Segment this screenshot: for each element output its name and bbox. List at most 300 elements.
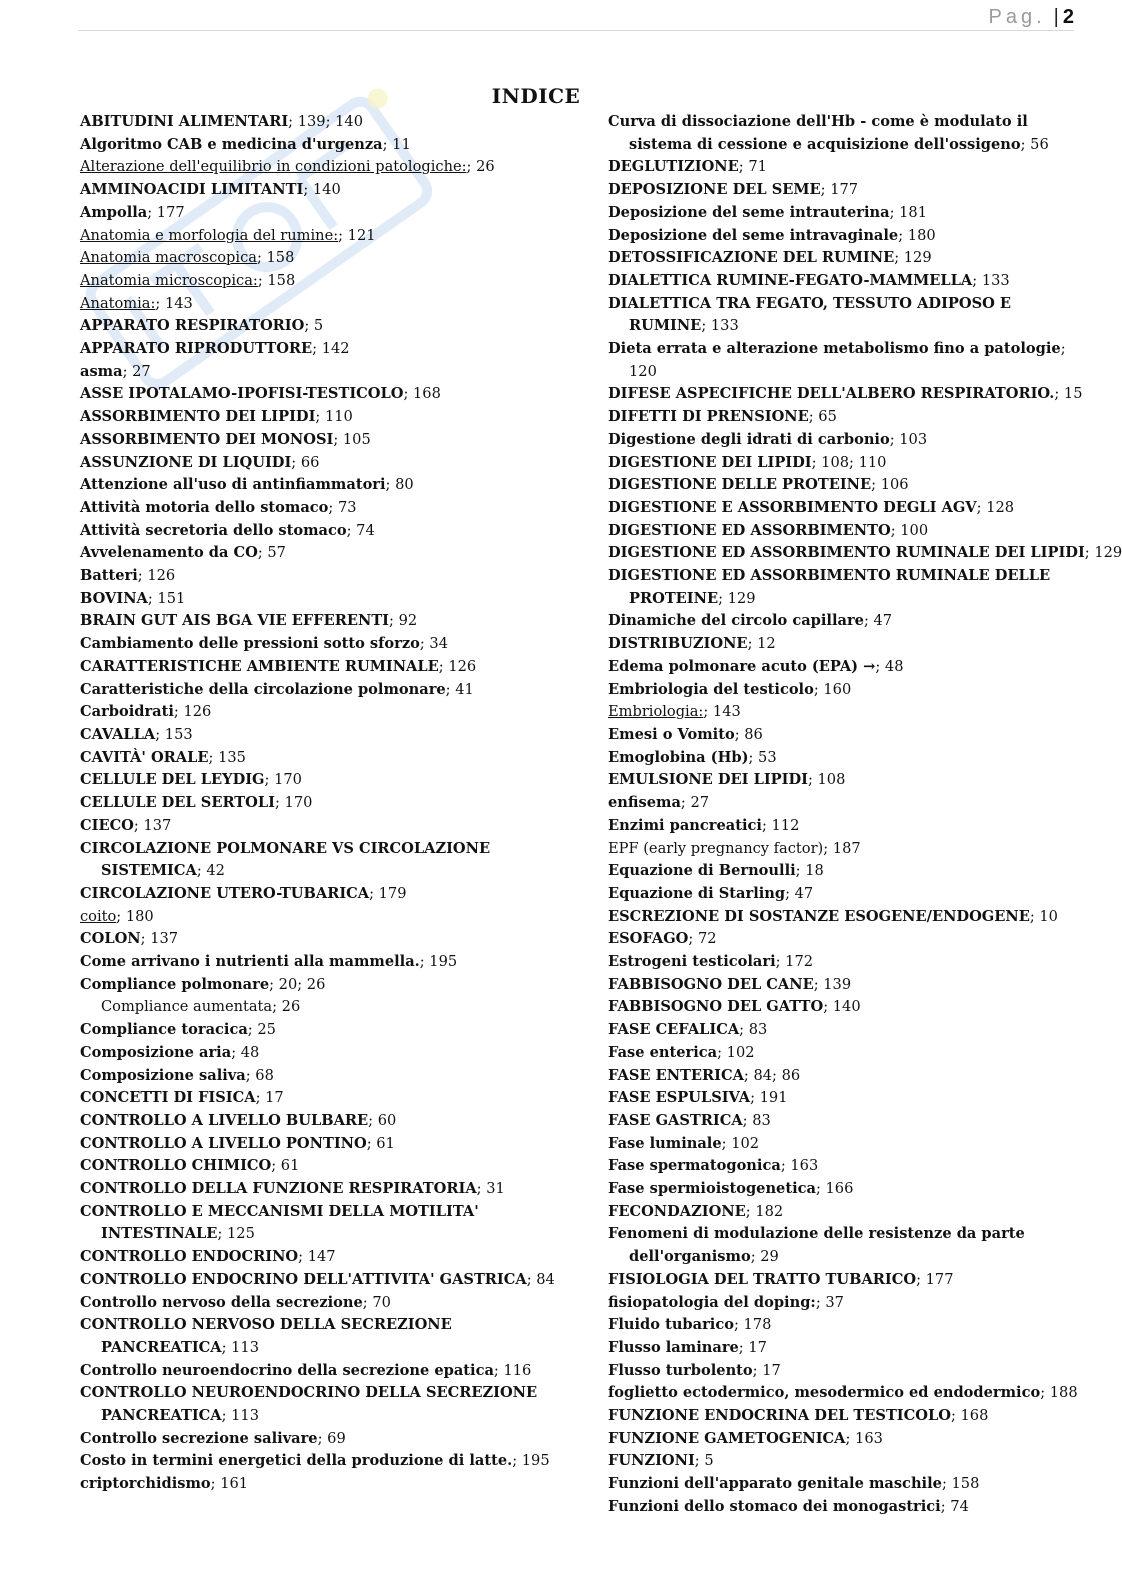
index-entry[interactable] xyxy=(608,724,1074,747)
index-entry[interactable] xyxy=(80,701,548,724)
index-entry-term: Dieta errata e alterazione metabolismo fino a patologie xyxy=(608,340,1061,358)
index-entry[interactable] xyxy=(80,542,548,565)
index-entry-term: CAVITÀ' ORALE xyxy=(80,748,209,766)
index-entry-pages: ; 181 xyxy=(889,203,927,221)
index-entry[interactable] xyxy=(608,883,1074,906)
index-entry-pages: ; 5 xyxy=(304,317,324,335)
index-entry-pages: ; 113 xyxy=(221,1338,260,1356)
index-entry-term: CONCETTI DI FISICA xyxy=(80,1089,256,1107)
index-entry[interactable] xyxy=(80,1314,548,1359)
index-entry-pages: ; 72 xyxy=(688,930,717,948)
index-entry-pages: ; 177 xyxy=(916,1270,954,1288)
index-entry-pages: ; 161 xyxy=(210,1475,249,1493)
index-entry-pages: ; 86 xyxy=(734,725,763,743)
index-entry-term: Estrogeni testicolari xyxy=(608,953,776,971)
index-entry-pages: ; 120 xyxy=(629,340,1066,380)
index-entry[interactable] xyxy=(80,815,548,838)
index-entry-pages: ; 5 xyxy=(694,1452,714,1470)
index-entry-pages: ; 125 xyxy=(217,1225,255,1243)
index-entry[interactable] xyxy=(80,452,548,475)
index-entry-term: FUNZIONE ENDOCRINA DEL TESTICOLO xyxy=(608,1407,951,1425)
index-entry-term: ASSORBIMENTO DEI MONOSI xyxy=(80,430,334,448)
index-entry-term: DIGESTIONE E ASSORBIMENTO DEGLI AGV xyxy=(608,498,977,516)
index-entry-pages: ; 20; 26 xyxy=(269,975,326,993)
index-entry-term: AMMINOACIDI LIMITANTI xyxy=(80,181,304,199)
index-entry-pages: ; 48 xyxy=(875,657,904,675)
index-entry-pages: ; 73 xyxy=(328,498,357,516)
index-entry-term: Attenzione all'uso di antinfiammatori xyxy=(80,476,386,494)
index-entry[interactable] xyxy=(608,202,1074,225)
index-entry[interactable] xyxy=(80,1473,548,1496)
index-entry-pages: ; 70 xyxy=(362,1293,391,1311)
index-entry[interactable] xyxy=(608,111,1074,156)
index-entry[interactable] xyxy=(608,747,1074,770)
index-entry-pages: ; 47 xyxy=(785,884,814,902)
index-entry[interactable] xyxy=(80,270,548,293)
index-entry[interactable] xyxy=(80,747,548,770)
index-entry[interactable] xyxy=(608,452,1074,475)
index-entry-term: Cambiamento delle pressioni sotto sforzo xyxy=(80,635,420,653)
index-entry-pages: ; 112 xyxy=(761,816,800,834)
index-entry[interactable] xyxy=(80,1155,548,1178)
index-entry-term: Fenomeni di modulazione delle resistenze da parte dell'organismo xyxy=(608,1225,1025,1266)
index-entry[interactable] xyxy=(80,951,548,974)
index-entry-pages: ; 100 xyxy=(890,521,929,539)
index-entry-pages: ; 139; 140 xyxy=(288,113,363,130)
index-entry-term: FASE GASTRICA xyxy=(608,1111,743,1129)
index-entry-term: FISIOLOGIA DEL TRATTO TUBARICO xyxy=(608,1270,917,1288)
index-entry-pages: ; 27 xyxy=(122,362,151,380)
index-entry-term: Dinamiche del circolo capillare xyxy=(608,612,864,630)
index-entry[interactable] xyxy=(608,1428,1074,1451)
index-entry[interactable] xyxy=(608,156,1074,179)
index-entry-term: Controllo neuroendocrino della secrezione epatica xyxy=(80,1361,494,1379)
index-entry-pages: ; 147 xyxy=(298,1248,336,1266)
index-entry-pages: ; 66 xyxy=(291,453,320,471)
page-header xyxy=(989,6,1074,29)
index-entry-term: CIRCOLAZIONE POLMONARE VS CIRCOLAZIONE SISTEMICA xyxy=(80,839,491,880)
index-entry-pages: ; 31 xyxy=(476,1180,505,1198)
index-entry-term: DIFETTI DI PRENSIONE xyxy=(608,408,809,426)
index-entry[interactable] xyxy=(608,1405,1074,1428)
index-entry-term: Embriologia del testicolo xyxy=(608,680,814,698)
index-entry-term: FECONDAZIONE xyxy=(608,1202,746,1220)
index-entry-term: Enzimi pancreatici xyxy=(608,816,762,834)
index-entry-term: FASE CEFALICA xyxy=(608,1021,740,1039)
index-entry[interactable] xyxy=(608,928,1074,951)
index-entry-pages: ; 103 xyxy=(889,430,928,448)
index-entry-pages: ; 61 xyxy=(271,1157,300,1175)
index-entry[interactable] xyxy=(608,1223,1074,1268)
index-entry-term: CIRCOLAZIONE UTERO-TUBARICA xyxy=(80,884,370,902)
index-entry-term: Composizione saliva xyxy=(80,1066,246,1084)
index-entry[interactable] xyxy=(80,996,548,1019)
index-entry-term: ESCREZIONE DI SOSTANZE ESOGENE/ENDOGENE xyxy=(608,907,1030,925)
index-entry-pages: ; 142 xyxy=(312,340,350,358)
index-entry[interactable] xyxy=(80,383,548,406)
index-entry[interactable] xyxy=(608,1382,1078,1405)
index-entry[interactable] xyxy=(80,1201,548,1246)
index-entry[interactable] xyxy=(608,792,1074,815)
index-entry-term: Fluido tubarico xyxy=(608,1316,734,1334)
index-entry-term: Controllo secrezione salivare xyxy=(80,1429,318,1447)
index-entry[interactable] xyxy=(608,815,1074,838)
index-entry-term: CAVALLA xyxy=(80,725,156,743)
index-entry-pages: ; 177 xyxy=(820,181,859,199)
index-entry[interactable] xyxy=(608,1155,1074,1178)
index-entry[interactable] xyxy=(608,1201,1074,1224)
index-entry-pages: ; 187 xyxy=(823,839,861,857)
index-entry-term: CELLULE DEL SERTOLI xyxy=(80,794,275,812)
index-entry[interactable] xyxy=(80,1428,548,1451)
index-entry-pages: ; 68 xyxy=(245,1066,274,1084)
index-entry-term: CONTROLLO A LIVELLO BULBARE xyxy=(80,1111,369,1129)
index-entry[interactable] xyxy=(80,928,548,951)
index-entry[interactable] xyxy=(608,1065,1074,1088)
index-entry-term: Come arrivano i nutrienti alla mammella. xyxy=(80,953,420,971)
index-entry-pages: ; 195 xyxy=(419,953,458,971)
index-entry[interactable] xyxy=(80,1110,548,1133)
index-entry-pages: ; 110 xyxy=(315,408,353,426)
index-entry[interactable] xyxy=(608,1087,1074,1110)
index-entry-pages: ; 84; 86 xyxy=(743,1066,801,1084)
index-entry-term: Controllo nervoso della secrezione xyxy=(80,1293,363,1311)
index-entry[interactable] xyxy=(80,338,548,361)
index-entry[interactable] xyxy=(80,1382,548,1427)
index-entry[interactable] xyxy=(80,724,548,747)
index-entry-pages: ; 74 xyxy=(346,521,375,539)
index-entry-term: Carboidrati xyxy=(80,703,174,721)
index-entry[interactable] xyxy=(80,1019,548,1042)
index-entry[interactable] xyxy=(80,156,548,179)
index-entry-pages: ; 179 xyxy=(369,884,407,902)
index-entry[interactable] xyxy=(80,1292,548,1315)
index-entry-term: DIGESTIONE ED ASSORBIMENTO xyxy=(608,521,891,539)
index-entry[interactable] xyxy=(80,474,548,497)
index-entry-pages: ; 37 xyxy=(815,1293,844,1311)
index-entry-term: DIGESTIONE ED ASSORBIMENTO RUMINALE DEI LIPIDI xyxy=(608,544,1085,562)
index-entry[interactable] xyxy=(608,338,1074,383)
index-entry-pages: ; 60 xyxy=(368,1111,397,1129)
index-entry-term: DIGESTIONE ED ASSORBIMENTO RUMINALE DELLE PROTEINE xyxy=(608,567,1051,607)
index-entry-pages: ; 137 xyxy=(140,930,179,948)
index-entry[interactable] xyxy=(608,247,1074,270)
index-entry-pages: ; 65 xyxy=(808,408,837,426)
index-entry[interactable] xyxy=(80,883,548,906)
index-entry-term: ASSE IPOTALAMO-IPOFISI-TESTICOLO xyxy=(80,385,404,403)
index-entry[interactable] xyxy=(608,1473,1074,1496)
index-entry[interactable] xyxy=(608,1337,1074,1360)
index-entry-term: Caratteristiche della circolazione polmonare xyxy=(80,680,446,698)
index-entry[interactable] xyxy=(80,1087,548,1110)
index-entry[interactable] xyxy=(80,1133,548,1156)
index-entry-term: DIGESTIONE DELLE PROTEINE xyxy=(608,476,872,494)
index-entry-term: DIALETTICA TRA FEGATO, TESSUTO ADIPOSO E RUMINE xyxy=(608,294,1012,335)
index-entry[interactable] xyxy=(608,1314,1074,1337)
index-entry-pages: ; 160 xyxy=(813,680,852,698)
index-entry-term: enfisema xyxy=(608,794,681,812)
index-entry-pages: ; 25 xyxy=(247,1021,276,1039)
index-entry-term: DEPOSIZIONE DEL SEME xyxy=(608,181,821,199)
index-entry-term: ABITUDINI ALIMENTARI xyxy=(80,113,289,130)
index-title: INDICE xyxy=(491,84,581,108)
index-entry-term: Fase luminale xyxy=(608,1134,722,1152)
index-entry[interactable] xyxy=(608,270,1074,293)
index-entry-pages: ; 139 xyxy=(813,975,852,993)
index-entry-term: APPARATO RIPRODUTTORE xyxy=(80,340,313,358)
index-entry[interactable] xyxy=(80,179,548,202)
index-entry-term: Compliance toracica xyxy=(80,1021,248,1039)
index-entry-pages: ; 26 xyxy=(272,998,301,1016)
index-entry-pages: ; 41 xyxy=(445,680,474,698)
index-entry-pages: ; 11 xyxy=(382,135,411,153)
index-entry-term: Compliance aumentata xyxy=(101,998,273,1016)
index-entry-term: Curva di dissociazione dell'Hb - come è modulato il sistema di cessione e acquisizione dell'ossigeno xyxy=(608,113,1028,153)
header-separator: | xyxy=(1053,6,1059,28)
index-entry-pages: ; 108 xyxy=(807,771,846,789)
index-entry[interactable] xyxy=(608,497,1074,520)
index-entry-pages: ; 137 xyxy=(133,816,172,834)
index-entry[interactable] xyxy=(608,1042,1074,1065)
index-entry-term: Deposizione del seme intrauterina xyxy=(608,203,890,221)
index-entry-pages: ; 133 xyxy=(701,317,739,335)
index-entry-pages: ; 143 xyxy=(703,703,741,721)
index-entry[interactable] xyxy=(80,633,548,656)
index-entry-term: CONTROLLO NERVOSO DELLA SECREZIONE PANCREATICA xyxy=(80,1316,452,1356)
page-number: 2 xyxy=(1062,6,1074,28)
index-entry-term: DIGESTIONE DEI LIPIDI xyxy=(608,453,812,471)
index-entry-pages: ; 10 xyxy=(1029,907,1058,925)
index-entry[interactable] xyxy=(608,1133,1074,1156)
index-entry[interactable] xyxy=(608,565,1074,610)
index-entry-term: Fase enterica xyxy=(608,1043,718,1061)
index-entry-term: CONTROLLO DELLA FUNZIONE RESPIRATORIA xyxy=(80,1180,477,1198)
index-entry[interactable] xyxy=(608,1269,1074,1292)
index-entry[interactable] xyxy=(80,429,548,452)
index-entry-term: CONTROLLO ENDOCRINO DELL'ATTIVITA' GASTRICA xyxy=(80,1270,527,1288)
index-entry-term: DIALETTICA RUMINE-FEGATO-MAMMELLA xyxy=(608,271,973,289)
index-entry-term: CARATTERISTICHE AMBIENTE RUMINALE xyxy=(80,657,439,675)
index-entry-pages: ; 126 xyxy=(137,567,176,585)
index-entry-pages: ; 172 xyxy=(775,953,814,971)
index-entry-term: CONTROLLO A LIVELLO PONTINO xyxy=(80,1134,367,1152)
index-entry[interactable] xyxy=(80,1042,548,1065)
index-entry-pages: ; 188 xyxy=(1040,1384,1078,1402)
index-entry-pages: ; 116 xyxy=(493,1361,532,1379)
index-entry-term: Fase spermioistogenetica xyxy=(608,1180,816,1198)
index-entry-pages: ; 129 xyxy=(1084,544,1122,562)
index-entry[interactable] xyxy=(608,179,1074,202)
index-entry-term: Emesi o Vomito xyxy=(608,725,735,743)
index-entry-pages: ; 168 xyxy=(950,1407,989,1425)
index-entry[interactable] xyxy=(608,679,1074,702)
index-entry[interactable] xyxy=(608,633,1074,656)
index-entry[interactable] xyxy=(80,134,548,157)
index-entry[interactable] xyxy=(80,225,548,248)
index-entry[interactable] xyxy=(608,225,1074,248)
index-entry[interactable] xyxy=(608,701,1074,724)
index-entry[interactable] xyxy=(80,406,548,429)
index-entry-pages: ; 128 xyxy=(976,498,1015,516)
index-entry[interactable] xyxy=(80,769,548,792)
index-entry-term: Composizione aria xyxy=(80,1043,232,1061)
index-entry-pages: ; 133 xyxy=(972,271,1010,289)
index-entry-term: DETOSSIFICAZIONE DEL RUMINE xyxy=(608,249,895,267)
index-entry-pages: ; 48 xyxy=(231,1043,260,1061)
index-entry[interactable] xyxy=(608,656,1074,679)
index-entry[interactable] xyxy=(80,361,548,384)
index-entry-pages: ; 102 xyxy=(717,1043,755,1061)
index-entry-pages: ; 140 xyxy=(823,998,861,1016)
index-entry-pages: ; 106 xyxy=(871,476,909,494)
index-entry-pages: ; 126 xyxy=(173,703,212,721)
index-entry-term: CIECO xyxy=(80,816,134,834)
index-entry[interactable] xyxy=(80,974,548,997)
index-entry-pages: ; 83 xyxy=(742,1111,771,1129)
index-entry-term: coito xyxy=(80,907,117,925)
index-entry[interactable] xyxy=(608,542,1122,565)
index-entry-term: criptorchidismo xyxy=(80,1475,211,1493)
index-entry-term: Attività secretoria dello stomaco xyxy=(80,521,347,539)
index-entry-term: EMULSIONE DEI LIPIDI xyxy=(608,771,808,789)
index-entry[interactable] xyxy=(608,906,1074,929)
index-entry-term: ESOFAGO xyxy=(608,930,689,948)
index-entry-term: Emoglobina (Hb) xyxy=(608,748,749,766)
index-entry-term: Anatomia: xyxy=(80,294,156,312)
index-entry-term: Equazione di Bernoulli xyxy=(608,862,796,880)
index-entry-term: Avvelenamento da CO xyxy=(80,544,258,562)
index-entry-term: CELLULE DEL LEYDIG xyxy=(80,771,265,789)
index-entry-pages: ; 105 xyxy=(333,430,371,448)
index-entry-pages: ; 17 xyxy=(255,1089,284,1107)
index-entry[interactable] xyxy=(608,769,1074,792)
index-entry[interactable] xyxy=(80,497,548,520)
index-entry-pages: ; 27 xyxy=(680,794,710,812)
index-entry-pages: ; 108; 110 xyxy=(811,453,887,471)
index-entry-term: Costo in termini energetici della produzione di latte. xyxy=(80,1452,513,1470)
index-entry[interactable] xyxy=(608,1110,1074,1133)
index-entry[interactable] xyxy=(80,1360,548,1383)
index-entry[interactable] xyxy=(608,1178,1074,1201)
index-entry-pages: ; 34 xyxy=(419,635,449,653)
index-entry[interactable] xyxy=(608,406,1074,429)
index-entry[interactable] xyxy=(608,610,1074,633)
index-entry[interactable] xyxy=(80,1246,548,1269)
index-entry-term: asma xyxy=(80,362,123,380)
index-entry-pages: ; 53 xyxy=(748,748,777,766)
index-entry[interactable] xyxy=(80,906,548,929)
index-entry-pages: ; 12 xyxy=(747,635,776,653)
index-entry-term: Anatomia microscopica: xyxy=(80,271,258,289)
index-entry-pages: ; 143 xyxy=(155,294,193,312)
index-entry[interactable] xyxy=(608,1496,1074,1519)
index-entry-term: FABBISOGNO DEL CANE xyxy=(608,975,814,993)
index-entry-term: Batteri xyxy=(80,567,138,585)
index-entry[interactable] xyxy=(80,565,548,588)
index-entry[interactable] xyxy=(608,1019,1074,1042)
index-entry[interactable] xyxy=(608,474,1074,497)
index-entry-pages: ; 182 xyxy=(745,1202,784,1220)
index-entry[interactable] xyxy=(608,1360,1074,1383)
index-entry[interactable] xyxy=(80,656,548,679)
index-entry[interactable] xyxy=(80,111,548,134)
index-entry-pages: ; 180 xyxy=(898,226,936,244)
index-entry[interactable] xyxy=(80,1065,548,1088)
index-entry-term: Deposizione del seme intravaginale xyxy=(608,226,899,244)
index-entry[interactable] xyxy=(608,293,1074,338)
index-entry[interactable] xyxy=(608,1450,1074,1473)
index-entry-pages: ; 191 xyxy=(750,1089,788,1107)
index-entry[interactable] xyxy=(608,429,1074,452)
index-entry[interactable] xyxy=(80,247,548,270)
index-entry[interactable] xyxy=(80,792,548,815)
index-entry-pages: ; 129 xyxy=(718,589,756,607)
index-entry[interactable] xyxy=(80,588,548,611)
index-entry[interactable] xyxy=(80,1178,548,1201)
page-label: Pag. xyxy=(988,6,1046,28)
index-entry[interactable] xyxy=(80,679,548,702)
index-entry-pages: ; 74 xyxy=(940,1497,969,1515)
index-entry-term: FASE ESPULSIVA xyxy=(608,1089,751,1107)
index-entry[interactable] xyxy=(80,520,548,543)
index-entry[interactable] xyxy=(80,315,548,338)
index-entry-term: Anatomia macroscopica xyxy=(80,249,257,267)
index-entry-pages: ; 71 xyxy=(738,158,767,176)
index-entry-term: CONTROLLO CHIMICO xyxy=(80,1157,272,1175)
index-entry[interactable] xyxy=(80,1269,555,1292)
index-entry-term: ASSORBIMENTO DEI LIPIDI xyxy=(80,408,316,426)
index-entry[interactable] xyxy=(80,202,548,225)
index-entry[interactable] xyxy=(80,838,548,883)
index-entry-pages: ; 113 xyxy=(221,1407,260,1425)
index-entry[interactable] xyxy=(80,610,548,633)
index-entry-term: Ampolla xyxy=(80,203,148,221)
index-entry-pages: ; 135 xyxy=(208,748,246,766)
index-entry-pages: ; 61 xyxy=(366,1134,395,1152)
index-entry-pages: ; 195 xyxy=(512,1452,550,1470)
index-entry[interactable] xyxy=(80,293,548,316)
index-entry-pages: ; 126 xyxy=(438,657,477,675)
index-entry-pages: ; 158 xyxy=(257,271,296,289)
index-entry[interactable] xyxy=(608,383,1083,406)
index-entry-term: fisiopatologia del doping: xyxy=(608,1293,816,1311)
index-entry[interactable] xyxy=(608,838,1074,861)
index-entry-pages: ; 83 xyxy=(739,1021,768,1039)
index-entry-pages: ; 92 xyxy=(389,612,418,630)
index-entry[interactable] xyxy=(608,951,1074,974)
index-entry-term: Alterazione dell'equilibrio in condizioni patologiche: xyxy=(80,158,467,176)
index-entry-term: CONTROLLO E MECCANISMI DELLA MOTILITA' INTESTINALE xyxy=(80,1202,479,1243)
index-entry-pages: ; 158 xyxy=(256,249,295,267)
index-entry[interactable] xyxy=(608,520,1074,543)
index-column-left xyxy=(80,111,555,1496)
index-entry-pages: ; 170 xyxy=(274,794,313,812)
index-entry[interactable] xyxy=(608,974,1074,997)
index-entry[interactable] xyxy=(608,860,1074,883)
index-entry-pages: ; 57 xyxy=(257,544,286,562)
index-entry-term: DEGLUTIZIONE xyxy=(608,158,739,176)
index-entry-pages: ; 56 xyxy=(1020,135,1049,153)
index-entry-term: BOVINA xyxy=(80,589,148,607)
index-entry[interactable] xyxy=(608,996,1074,1019)
index-entry[interactable] xyxy=(608,1292,1074,1315)
index-entry-pages: ; 178 xyxy=(733,1316,772,1334)
index-entry-pages: ; 42 xyxy=(196,862,225,880)
index-entry-pages: ; 177 xyxy=(147,203,185,221)
index-entry-pages: ; 18 xyxy=(795,862,824,880)
index-entry[interactable] xyxy=(80,1450,548,1473)
index-entry-pages: ; 163 xyxy=(845,1429,883,1447)
